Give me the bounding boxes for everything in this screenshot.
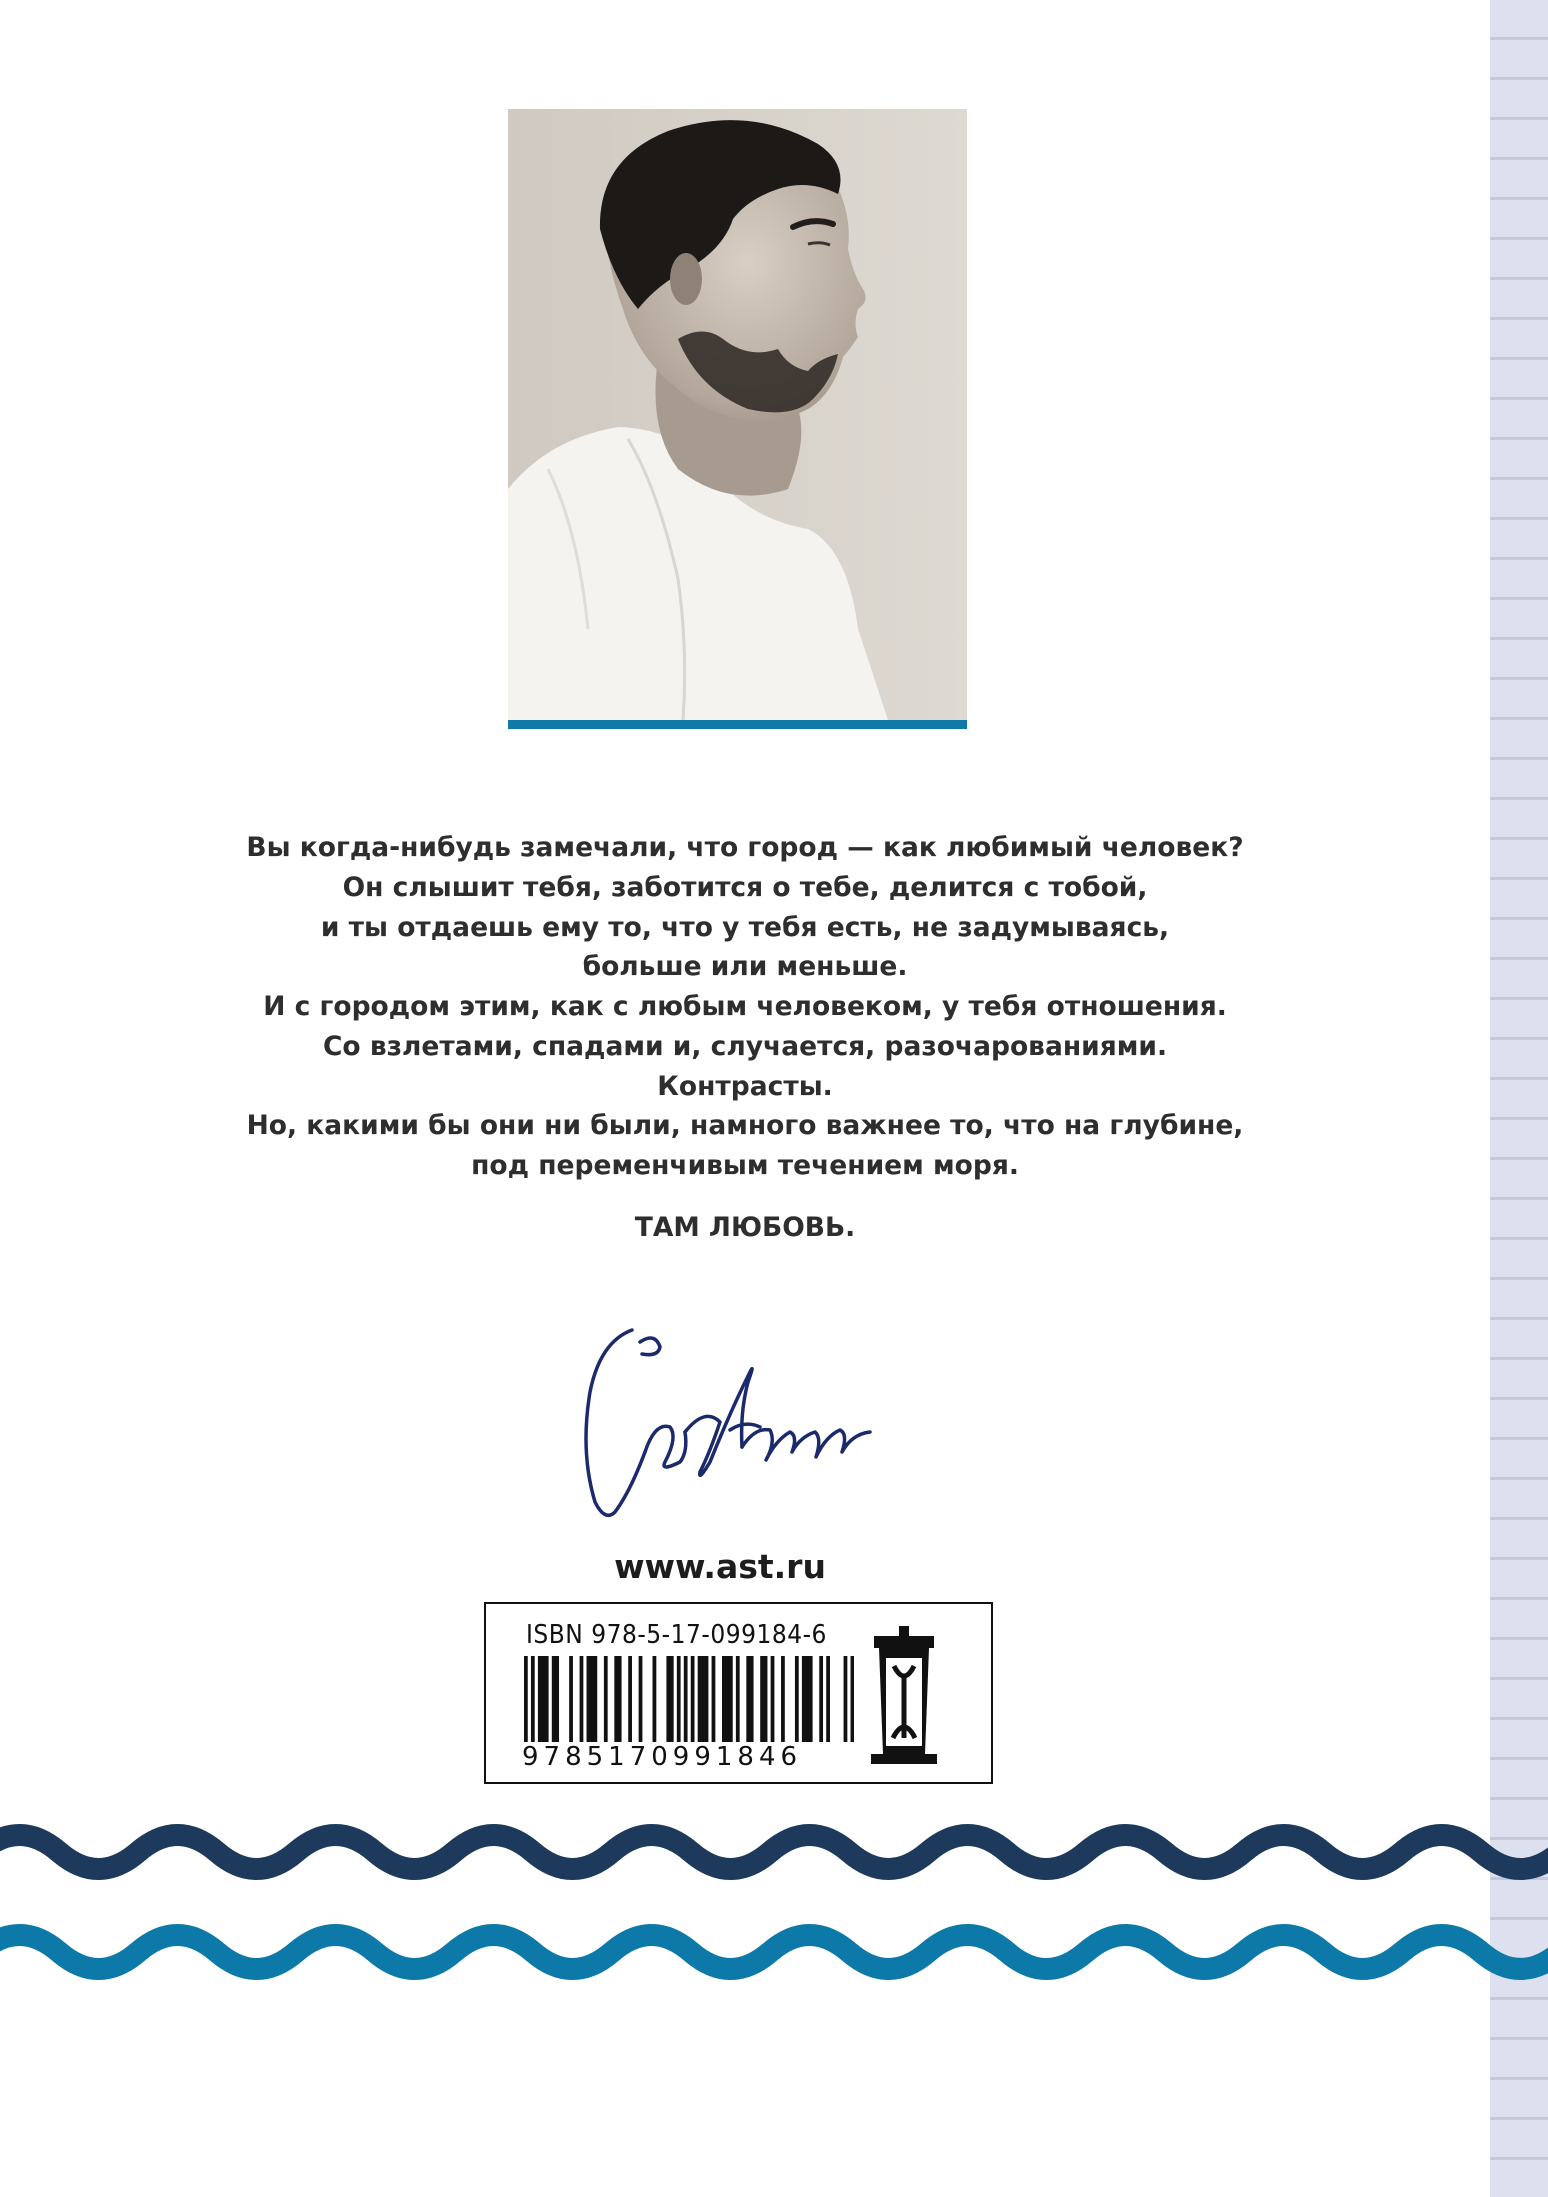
- blurb-text: [190, 828, 1300, 1248]
- blurb-line: И с городом этим, как с любым человеком, у тебя отношения.: [263, 991, 1227, 1022]
- blurb-line: больше или меньше.: [582, 951, 908, 983]
- blurb-line: и ты отдаешь ему то, что у тебя есть, не задумываясь,: [320, 911, 1170, 943]
- barcode-bar: [541, 1656, 545, 1742]
- blurb-line: Вы когда-нибудь замечали, что город — как любимый человек?: [246, 832, 1244, 863]
- barcode-bar: [802, 1656, 806, 1742]
- blurb-line: Со взлетами, спадами и, случается, разочарованиями.: [322, 1030, 1168, 1062]
- barcode-bar: [538, 1656, 542, 1742]
- barcode-bar: [795, 1656, 799, 1742]
- blurb-line: Но, какими бы они ни были, намного важнее то, что на глубине,: [246, 1110, 1244, 1142]
- barcode-bar: [771, 1656, 775, 1742]
- barcode-bar: [781, 1656, 785, 1742]
- blurb-line: под переменчивым течением моря.: [471, 1150, 1019, 1181]
- barcode-bar: [677, 1656, 681, 1742]
- barcode-block: [484, 1602, 993, 1784]
- barcode-bar: [712, 1656, 716, 1742]
- barcode-bar: [722, 1656, 726, 1742]
- barcode-bar: [750, 1656, 754, 1742]
- barcode-bar: [653, 1656, 657, 1742]
- barcode-bar: [736, 1656, 740, 1742]
- decorative-waves: [0, 1800, 1548, 2010]
- blurb-line: Контрасты.: [657, 1070, 833, 1102]
- barcode-bar: [580, 1656, 584, 1742]
- isbn-label: ISBN 978-5-17-099184-6: [526, 1620, 827, 1650]
- barcode-bar: [691, 1656, 695, 1742]
- barcode-bar: [844, 1656, 848, 1742]
- barcode-bar: [614, 1656, 618, 1742]
- barcode-bar: [531, 1656, 535, 1742]
- barcode-bar: [524, 1656, 528, 1742]
- blurb-line: Он слышит тебя, заботится о тебе, делится с тобой,: [342, 871, 1148, 903]
- author-signature: [570, 1312, 890, 1532]
- barcode-bar: [552, 1656, 556, 1742]
- barcode-bar: [666, 1656, 670, 1742]
- barcode-bar: [569, 1656, 573, 1742]
- barcode-bar: [545, 1656, 549, 1742]
- publisher-website[interactable]: www.ast.ru: [614, 1547, 826, 1586]
- barcode-bar: [618, 1656, 622, 1742]
- barcode-bar: [805, 1656, 809, 1742]
- author-photo: [508, 109, 967, 720]
- barcode-digits: 9785170991846: [522, 1742, 803, 1772]
- barcode-bar: [826, 1656, 830, 1742]
- barcode-bar: [764, 1656, 768, 1742]
- wave-dark: [0, 1835, 1548, 1869]
- barcode-bar: [819, 1656, 823, 1742]
- barcode-bar: [705, 1656, 709, 1742]
- lantern-logo-icon: [869, 1626, 939, 1766]
- barcode-bar: [587, 1656, 591, 1742]
- barcode-bar: [701, 1656, 705, 1742]
- barcode-bar: [639, 1656, 643, 1742]
- barcode-bar: [628, 1656, 632, 1742]
- barcode-bar: [729, 1656, 733, 1742]
- barcode-bar: [590, 1656, 594, 1742]
- blurb-closing: ТАМ ЛЮБОВЬ.: [634, 1211, 856, 1243]
- barcode-bar: [555, 1656, 559, 1742]
- barcode-bar: [725, 1656, 729, 1742]
- barcode-bar: [684, 1656, 688, 1742]
- barcode-bar: [604, 1656, 608, 1742]
- barcode-bars: [524, 1656, 854, 1742]
- barcode-bar: [670, 1656, 674, 1742]
- barcode-bar: [698, 1656, 702, 1742]
- photo-underline-bar: [508, 720, 967, 729]
- barcode-bar: [593, 1656, 597, 1742]
- barcode-bar: [851, 1656, 854, 1742]
- wave-light: [0, 1935, 1548, 1969]
- barcode-bar: [760, 1656, 764, 1742]
- barcode-bar: [809, 1656, 813, 1742]
- barcode-bar: [746, 1656, 750, 1742]
